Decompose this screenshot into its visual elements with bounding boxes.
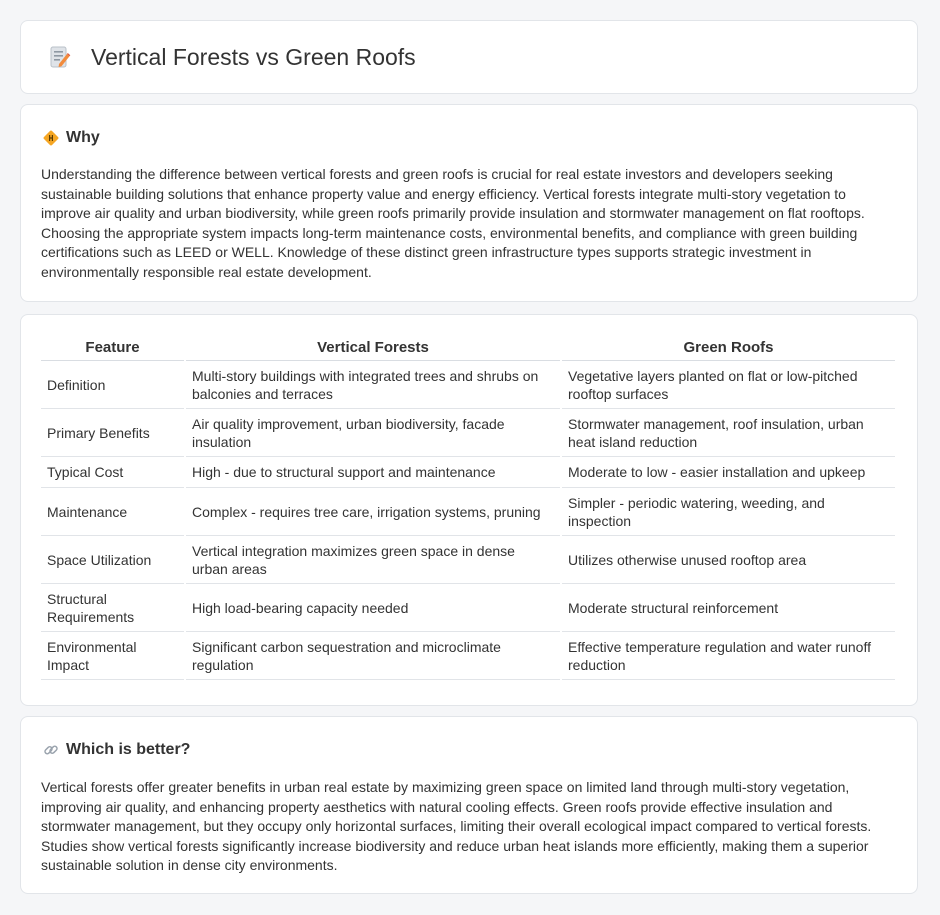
feature-cell: Maintenance (41, 488, 184, 536)
vertical-forests-cell: Air quality improvement, urban biodiversity, facade insulation (186, 409, 560, 457)
vertical-forests-cell: Significant carbon sequestration and microclimate regulation (186, 632, 560, 680)
table-row (41, 361, 895, 409)
feature-cell: Definition (41, 361, 184, 409)
link-icon (43, 742, 59, 758)
better-section (20, 716, 918, 894)
table-row (41, 488, 895, 536)
green-roofs-cell: Stormwater management, roof insulation, urban heat island reduction (562, 409, 895, 457)
better-heading-row (41, 739, 897, 761)
vertical-forests-cell: Complex - requires tree care, irrigation systems, pruning (186, 488, 560, 536)
green-roofs-cell: Utilizes otherwise unused rooftop area (562, 536, 895, 584)
why-heading-row (41, 127, 897, 149)
column-header: Vertical Forests (186, 335, 560, 361)
feature-cell: Typical Cost (41, 457, 184, 488)
vertical-forests-cell: Vertical integration maximizes green space in dense urban areas (186, 536, 560, 584)
feature-cell: Structural Requirements (41, 584, 184, 632)
why-text: Understanding the difference between vertical forests and green roofs is crucial for real estate investors and developers seeking sustainable building solutions that enhance property value and energy efficiency. Vertical forests integrate multi-story vegetation to improve air quality and urban biodiversity, while green roofs primarily provide insulation and stormwater management on flat rooftops. Choosing the appropriate system impacts long-term maintenance costs, environmental benefits, and compliance with green building certifications such as LEED or WELL. Knowledge of these distinct green infrastructure types supports strategic investment in environmentally responsible real estate development. (41, 166, 865, 280)
why-section (20, 104, 918, 302)
page-title: Vertical Forests vs Green Roofs (91, 43, 416, 70)
diamond-sign-icon (43, 130, 59, 146)
table-row (41, 584, 895, 632)
better-heading: Which is better? (66, 741, 191, 758)
vertical-forests-cell: High load-bearing capacity needed (186, 584, 560, 632)
vertical-forests-cell: High - due to structural support and maintenance (186, 457, 560, 488)
vertical-forests-cell: Multi-story buildings with integrated trees and shrubs on balconies and terraces (186, 361, 560, 409)
table-row (41, 457, 895, 488)
table-row (41, 409, 895, 457)
column-header: Feature (41, 335, 184, 361)
comparison-table (39, 335, 897, 680)
comparison-section (20, 314, 918, 706)
column-header: Green Roofs (562, 335, 895, 361)
better-text: Vertical forests offer greater benefits in urban real estate by maximizing green space on limited land through multi-story vegetation, improving air quality, and enhancing property aesthetics with natural cooling effects. Green roofs provide effective insulation and stormwater management, but they occupy only horizontal surfaces, limiting their overall ecological impact compared to vertical forests. Studies show vertical forests significantly increase biodiversity and reduce urban heat islands more efficiently, making them a superior sustainable solution in dense city environments. (41, 779, 872, 874)
green-roofs-cell: Moderate to low - easier installation and upkeep (562, 457, 895, 488)
memo-icon (47, 45, 71, 69)
green-roofs-cell: Moderate structural reinforcement (562, 584, 895, 632)
feature-cell: Space Utilization (41, 536, 184, 584)
table-row (41, 632, 895, 680)
green-roofs-cell: Simpler - periodic watering, weeding, and inspection (562, 488, 895, 536)
green-roofs-cell: Effective temperature regulation and water runoff reduction (562, 632, 895, 680)
why-heading: Why (66, 129, 100, 146)
green-roofs-cell: Vegetative layers planted on flat or low-pitched rooftop surfaces (562, 361, 895, 409)
table-row (41, 536, 895, 584)
title-row (21, 21, 917, 93)
feature-cell: Primary Benefits (41, 409, 184, 457)
table-header-row (41, 335, 895, 361)
header-card (20, 20, 918, 94)
feature-cell: Environmental Impact (41, 632, 184, 680)
